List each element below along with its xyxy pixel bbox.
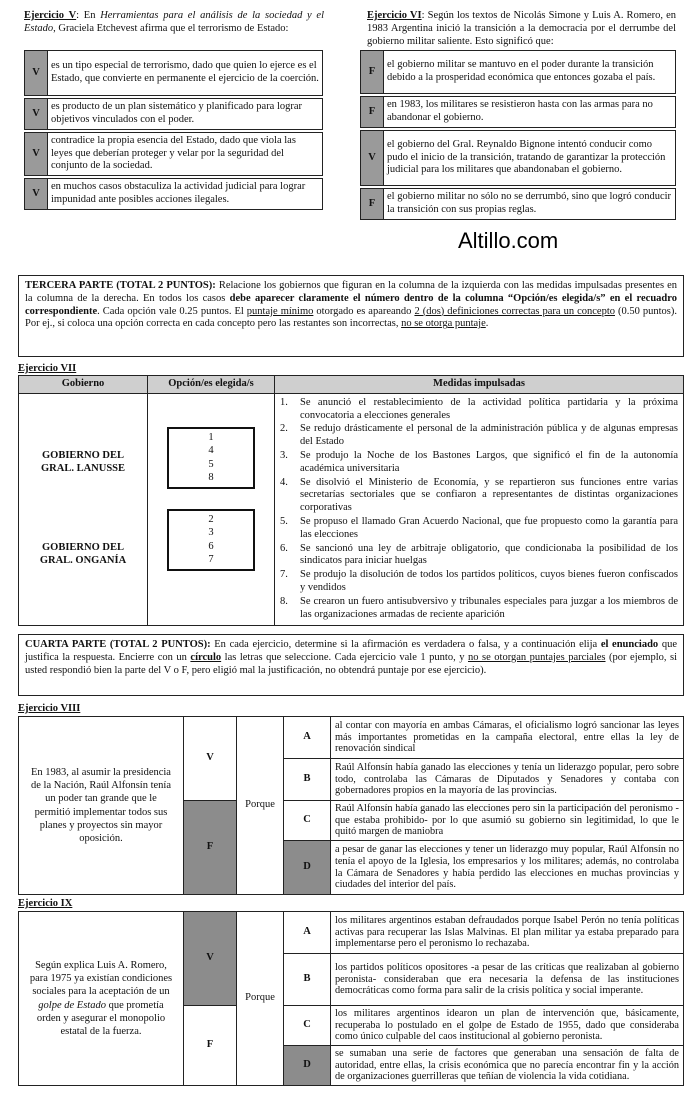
ej6-letter: F xyxy=(361,51,384,94)
ej7-header-opcion: Opción/es elegida/s xyxy=(148,376,275,394)
ej8-v-option[interactable]: V xyxy=(184,717,237,801)
opt-box-lanusse: 1 4 5 8 xyxy=(167,427,255,489)
ej5-item: contradice la propia esencia del Estado, dado que viola las leyes que deberían proteger y velar por la seguridad del conjunto de la sociedad. xyxy=(48,133,323,176)
ej5-item: es producto de un plan sistemático y planificado para lograr objetivos vinculados con el poder. xyxy=(48,99,323,130)
ej9-option-c: los militares argentinos idearon un plan de intervención que, básicamente, recuperaba lo postulado en el golpe de Estado de 1955, dado que consideraba como único culpable del caos institucional al gobierno peronista. xyxy=(331,1006,684,1046)
medidas-list xyxy=(276,395,682,625)
ej8-option-c: Raúl Alfonsín había ganado las elecciones pero sin la participación del peronismo -que estaba prohibido- por lo que asumió su gobierno sin legitimidad, lo que le quitó margen de maniobra xyxy=(331,801,684,841)
ej8-title: Ejercicio VIII xyxy=(18,703,81,714)
ej9-table xyxy=(18,911,684,1086)
ej6-item: el gobierno del Gral. Reynaldo Bignone intentó conducir como pudo el inicio de la transición, tratando de garantizar la protección judicial para los militares que abandonaban el gobierno. xyxy=(384,131,676,186)
medida-item: 2. Se redujo drásticamente el personal de la administración pública y de algunas empresas del Estado xyxy=(280,423,678,448)
ej6-item: el gobierno militar no sólo no se derrumbó, sino que logró conducir la transición con sus propias reglas. xyxy=(384,189,676,220)
medida-item: 3. Se produjo la Noche de los Bastones Largos, que significó el fin de la autonomía académica universitaria xyxy=(280,449,678,474)
ej6-title: Ejercicio VI xyxy=(367,10,422,21)
medida-item: 7. Se produjo la disolución de todos los partidos políticos, cuyos bienes fueron confiscados y vendidos xyxy=(280,569,678,593)
ej7-header-gobierno: Gobierno xyxy=(19,376,148,394)
ej6-item: el gobierno militar se mantuvo en el poder durante la transición debido a la prosperidad económica que entonces gozaba el país. xyxy=(384,51,676,94)
medida-item: 8. Se crearon un fuero antisubversivo y tribunales especiales para juzgar a los miembros de las organizaciones armadas de reciente aparición xyxy=(280,595,678,620)
ej5-letter: V xyxy=(25,99,48,130)
ej7-gov-cell xyxy=(19,393,148,626)
ej8-letter-b[interactable]: B xyxy=(284,759,331,801)
ej7-opt-cell xyxy=(148,393,275,626)
ej6-letter: V xyxy=(361,131,384,186)
opt-box-ongania: 2 3 6 7 xyxy=(167,509,255,571)
ej9-letter-c[interactable]: C xyxy=(284,1006,331,1046)
ej7-title: Ejercicio VII xyxy=(18,363,77,374)
ej8-statement: En 1983, al asumir la presidencia de la Nación, Raúl Alfonsín tenía un poder tan grande que le permitió implementar todos sus planes y proyectos sin mayor oposición. xyxy=(19,717,184,895)
ej8-option-a: al contar con mayoría en ambas Cámaras, el oficialismo logró sancionar las leyes más importantes prometidas en la campaña electoral, entre ellas la ley de renovación sindical xyxy=(331,717,684,759)
ej8-option-d: a pesar de ganar las elecciones y tener un liderazgo muy popular, Raúl Alfonsín no tenía el apoyo de la Iglesia, los empresarios y los militares; además, no controlaba la Cámara de Senadores y había perdido las elecciones en muchas provincias y ciudades del interior del país. xyxy=(331,841,684,895)
ej5-letter: V xyxy=(25,179,48,210)
parte4-instructions: CUARTA PARTE (TOTAL 2 PUNTOS): En cada ejercicio, determine si la afirmación es verdadera o falsa, y a continuación elija el enunciado que justifica la respuesta. Encierre con un círculo las letras que seleccione. Cada ejercicio vale 1 punto, y no se otorgan puntajes parciales (por ejemplo, si usted respondió bien la parte del V o F, pero eligió mal la justificación, no obtendrá puntaje por ese ejercicio). xyxy=(18,634,684,696)
ej9-letter-a[interactable]: A xyxy=(284,912,331,954)
ej6-letter: F xyxy=(361,189,384,220)
parte3-title: TERCERA PARTE (TOTAL 2 PUNTOS): xyxy=(25,280,216,291)
medida-item: 6. Se sancionó una ley de arbitraje obligatorio, que condicionaba la posibilidad de los sindicatos para iniciar huelgas xyxy=(280,542,678,567)
ej9-option-b: los partidos políticos opositores -a pesar de las críticas que realizaban al gobierno peronista- consideraban que era necesaria la defensa de las instituciones democráticas como forma para salir de la crisis política y social imperante. xyxy=(331,954,684,1006)
ej9-option-a: los militares argentinos estaban defraudados porque Isabel Perón no tenía políticas activas para recuperar las Islas Malvinas. El plan militar ya estaba preparado para implementarse pero el peronismo lo rechazaba. xyxy=(331,912,684,954)
medida-item: 1. Se anunció el restablecimiento de la actividad política partidaria y la próxima convocatoria a elecciones generales xyxy=(280,396,678,421)
gov-ongania: GOBIERNO DEL GRAL. ONGANÍA xyxy=(39,541,127,566)
parte4-title: CUARTA PARTE (TOTAL 2 PUNTOS): xyxy=(25,639,211,650)
ej6-table xyxy=(360,50,676,220)
medida-item: 4. Se disolvió el Ministerio de Economía, y se repartieron sus funciones entre varias secretarías sectoriales que se confiaron a representantes de distintas organizaciones corporativas xyxy=(280,476,678,514)
ej9-statement: Según explica Luis A. Romero, para 1975 ya existían condiciones sociales para la aceptación de un golpe de Estado que prometía orden y asegurar el monopolio estatal de la fuerza. xyxy=(19,912,184,1086)
ej6-letter: F xyxy=(361,97,384,128)
ej8-option-b: Raúl Alfonsín había ganado las elecciones y tenía un liderazgo popular, pero sobre todo, controlaba las Cámaras de Diputados y Senadores y contaba con gobernadores propios en la mayoría de las provincias. xyxy=(331,759,684,801)
ej5-letter: V xyxy=(25,133,48,176)
parte3-instructions: TERCERA PARTE (TOTAL 2 PUNTOS): Relacione los gobiernos que figuran en la columna de la izquierda con las medidas impulsadas presentes en la columna de la derecha. En todos los casos debe aparecer claramente el número dentro de la columna “Opción/es elegida/s” en el recuadro correspondiente. Cada opción vale 0.25 puntos. El puntaje mínimo otorgado es apareando 2 (dos) definiciones correctas para un concepto (0.50 puntos). Por ej., si coloca una opción correcta en cada concepto pero las restantes son incorrectas, no se otorga puntaje. xyxy=(18,275,684,357)
ej9-v-option[interactable]: V xyxy=(184,912,237,1006)
ej9-letter-b[interactable]: B xyxy=(284,954,331,1006)
watermark: Altillo.com xyxy=(458,228,559,253)
ej8-porque: Porque xyxy=(237,717,284,895)
ej6-intro: Ejercicio VI: Según los textos de Nicolás Simone y Luis A. Romero, en 1983 Argentina inició la transición a la democracia por el derrumbe del gobierno militar saliente. Esto significó que: xyxy=(367,10,677,47)
ej8-letter-a[interactable]: A xyxy=(284,717,331,759)
ej5-table xyxy=(24,50,323,210)
ej7-header-medidas: Medidas impulsadas xyxy=(275,376,684,394)
ej9-option-d: se sumaban una serie de factores que generaban una sensación de falta de autoridad, entre ellas, la crisis económica que no parecía encontrar fin y la acción de organizaciones guerrilleras que teñían de violencia la vida cotidiana. xyxy=(331,1046,684,1086)
ej9-f-option[interactable]: F xyxy=(184,1006,237,1086)
ej8-letter-c[interactable]: C xyxy=(284,801,331,841)
ej8-table xyxy=(18,716,684,895)
ej9-title: Ejercicio IX xyxy=(18,898,73,909)
ej8-letter-d[interactable]: D xyxy=(284,841,331,895)
ej9-letter-d[interactable]: D xyxy=(284,1046,331,1086)
ej5-intro: Ejercicio V: En Herramientas para el análisis de la sociedad y el Estado, Graciela Etchevest afirma que el terrorismo de Estado: xyxy=(24,10,324,34)
ej5-item: en muchos casos obstaculiza la actividad judicial para lograr impunidad ante posibles acciones ilegales. xyxy=(48,179,323,210)
medida-item: 5. Se propuso el llamado Gran Acuerdo Nacional, que fue propuesto como la garantía para las elecciones xyxy=(280,515,678,540)
ej7-medidas-cell xyxy=(275,393,684,626)
ej6-item: en 1983, los militares se resistieron hasta con las armas para no abandonar el gobierno. xyxy=(384,97,676,128)
ej8-f-option[interactable]: F xyxy=(184,801,237,895)
ej7-table xyxy=(18,375,684,626)
ej5-title: Ejercicio V xyxy=(24,10,77,21)
ej5-item: es un tipo especial de terrorismo, dado que quien lo ejerce es el Estado, que convierte en permanente el ejercicio de la coerción. xyxy=(48,51,323,96)
gov-lanusse: GOBIERNO DEL GRAL. LANUSSE xyxy=(40,449,126,474)
ej5-letter: V xyxy=(25,51,48,96)
ej9-porque: Porque xyxy=(237,912,284,1086)
